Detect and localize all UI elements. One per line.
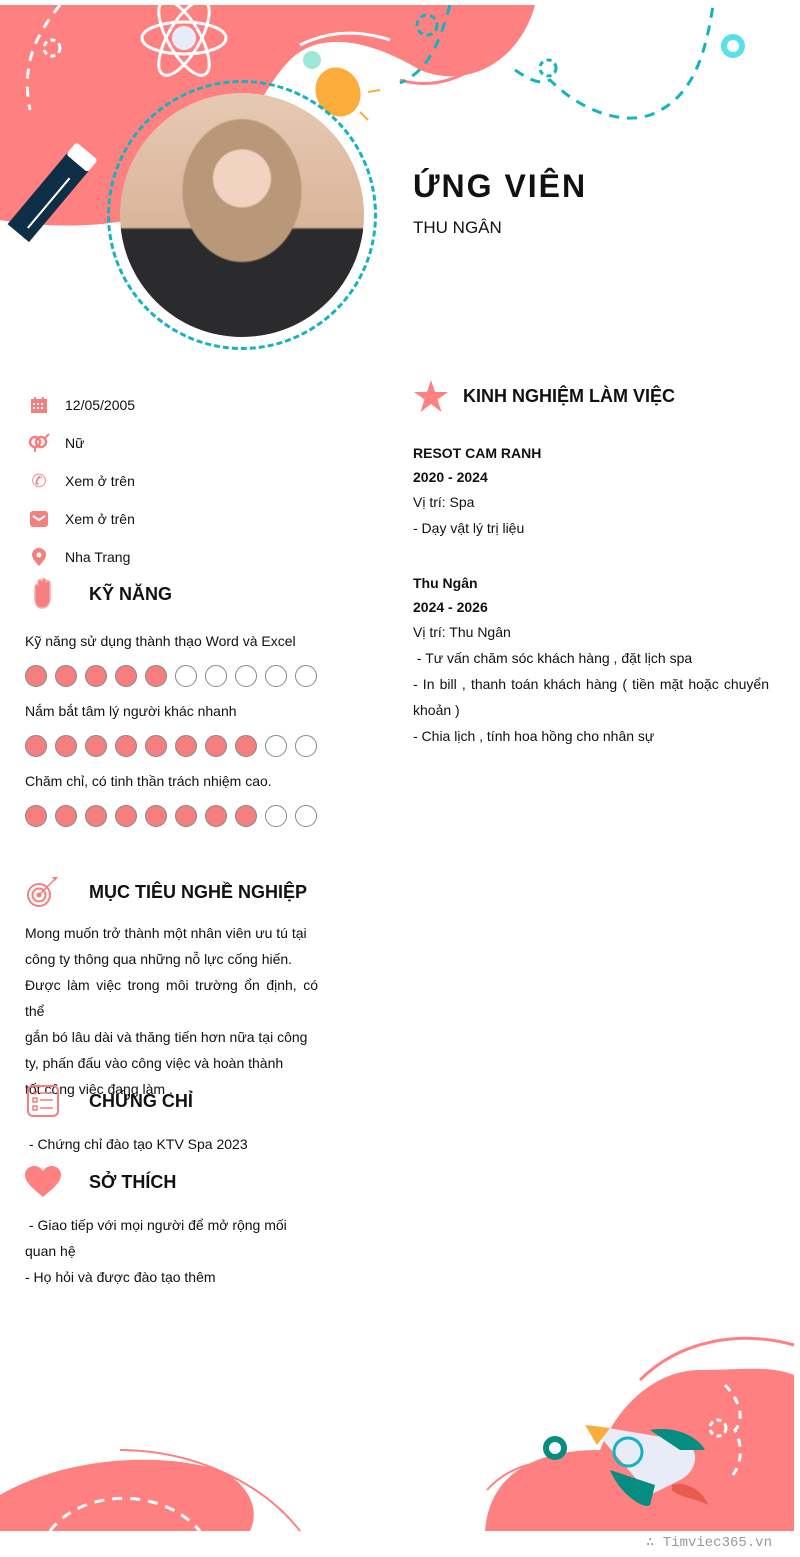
dob-value: 12/05/2005 [65, 397, 136, 413]
objective-line: gắn bó lâu dài và thăng tiến hơn nữa tại công [25, 1029, 308, 1045]
hobby-item: - Họ hỏi và được đào tạo thêm [25, 1269, 216, 1285]
location-value: Nha Trang [65, 549, 131, 565]
rating-dot-filled [175, 735, 197, 757]
footer-decoration [0, 1320, 800, 1532]
candidate-name: ỨNG VIÊN [413, 168, 588, 204]
info-dob [28, 386, 135, 424]
rating-dot-filled [85, 665, 107, 687]
skills-list [25, 629, 325, 839]
rating-dot-filled [115, 735, 137, 757]
target-icon [25, 875, 61, 909]
rating-dot-empty [175, 665, 197, 687]
rating-dot-empty [265, 735, 287, 757]
job-detail: - Chia lịch , tính hoa hồng cho nhân sự [413, 728, 655, 744]
skill-item [25, 629, 325, 687]
rating-dot-filled [115, 805, 137, 827]
skill-rating [25, 805, 325, 827]
job-detail: - In bill , thanh toán khách hàng ( tiền mặt hoặc chuyển khoản ) [413, 676, 769, 718]
rating-dot-filled [145, 805, 167, 827]
experience-title: KINH NGHIỆM LÀM VIỆC [463, 385, 676, 406]
objective-line: ty, phấn đấu vào công việc và hoàn thành [25, 1055, 284, 1071]
rating-dot-filled [85, 805, 107, 827]
certificate-item: - Chứng chỉ đào tạo KTV Spa 2023 [25, 1136, 248, 1152]
hobbies-list [25, 1212, 320, 1290]
rating-dot-filled [145, 735, 167, 757]
rating-dot-empty [295, 665, 317, 687]
gender-value: Nữ [65, 435, 85, 451]
calendar-icon [28, 394, 50, 416]
email-icon [28, 508, 50, 530]
skill-rating [25, 665, 325, 687]
objective-line: Được làm việc trong môi trường ổn định, có thể [25, 977, 318, 1019]
job-position: Vị trí: Spa [413, 494, 475, 510]
certificates-title: CHỨNG CHỈ [89, 1090, 193, 1111]
phone-value: Xem ở trên [65, 473, 135, 489]
skill-item [25, 699, 325, 757]
skill-label: Chăm chỉ, có tinh thần trách nhiệm cao. [25, 773, 272, 789]
email-value: Xem ở trên [65, 511, 135, 527]
rating-dot-filled [115, 665, 137, 687]
rating-dot-filled [235, 735, 257, 757]
rating-dot-empty [295, 735, 317, 757]
skill-item [25, 769, 325, 827]
skills-heading [25, 578, 172, 610]
objective-text [25, 920, 318, 1102]
job-period: 2020 - 2024 [413, 469, 488, 485]
hobby-item: - Giao tiếp với mọi người để mở rộng mối quan hệ [25, 1217, 291, 1259]
objective-heading [25, 875, 307, 909]
gender-icon [28, 432, 50, 454]
experience-item [413, 571, 769, 749]
hobbies-title: SỞ THÍCH [89, 1171, 177, 1192]
skill-rating [25, 735, 325, 757]
rating-dot-filled [25, 665, 47, 687]
skill-label: Kỹ năng sử dụng thành thạo Word và Excel [25, 633, 296, 649]
rating-dot-filled [85, 735, 107, 757]
rating-dot-filled [205, 735, 227, 757]
hobbies-heading [25, 1166, 176, 1198]
job-detail: - Tư vấn chăm sóc khách hàng , đặt lịch spa [413, 650, 693, 666]
job-position: Vị trí: Thu Ngân [413, 624, 511, 640]
star-icon [413, 380, 449, 412]
phone-icon: ✆ [31, 470, 47, 491]
company-name: RESOT CAM RANH [413, 445, 542, 461]
rating-dot-empty [295, 805, 317, 827]
company-name: Thu Ngân [413, 575, 478, 591]
info-email [28, 500, 135, 538]
rating-dot-filled [205, 805, 227, 827]
rating-dot-filled [55, 735, 77, 757]
rating-dot-filled [25, 735, 47, 757]
job-detail: - Dạy vật lý trị liệu [413, 520, 525, 536]
rating-dot-filled [55, 805, 77, 827]
rating-dot-empty [205, 665, 227, 687]
rating-dot-empty [235, 665, 257, 687]
rating-dot-filled [25, 805, 47, 827]
objective-line: Mong muốn trở thành một nhân viên ưu tú tại [25, 925, 307, 941]
rating-dot-empty [265, 805, 287, 827]
objective-line: công ty thông qua những nỗ lực cống hiến. [25, 951, 293, 967]
avatar-frame [107, 80, 377, 350]
info-phone [28, 462, 135, 500]
rating-dot-filled [145, 665, 167, 687]
rating-dot-empty [265, 665, 287, 687]
skill-label: Nắm bắt tâm lý người khác nhanh [25, 703, 237, 719]
heart-icon [25, 1166, 61, 1198]
certificates-heading [25, 1085, 193, 1117]
info-gender [28, 424, 135, 462]
personal-info [28, 386, 135, 576]
experience-heading [413, 380, 675, 412]
rating-dot-filled [175, 805, 197, 827]
hand-icon [25, 578, 61, 610]
skills-title: KỸ NĂNG [89, 583, 173, 604]
watermark: ∴ Timviec365.vn [645, 1535, 772, 1551]
objective-line: tốt công việc đang làm . [25, 1081, 173, 1097]
avatar [120, 93, 364, 337]
location-icon [28, 546, 50, 568]
job-title: THU NGÂN [413, 218, 502, 237]
checklist-icon [25, 1085, 61, 1117]
rating-dot-filled [235, 805, 257, 827]
objective-title: MỤC TIÊU NGHỀ NGHIỆP [89, 881, 308, 902]
info-location [28, 538, 135, 576]
experience-item [413, 441, 769, 541]
job-period: 2024 - 2026 [413, 599, 488, 615]
rating-dot-filled [55, 665, 77, 687]
